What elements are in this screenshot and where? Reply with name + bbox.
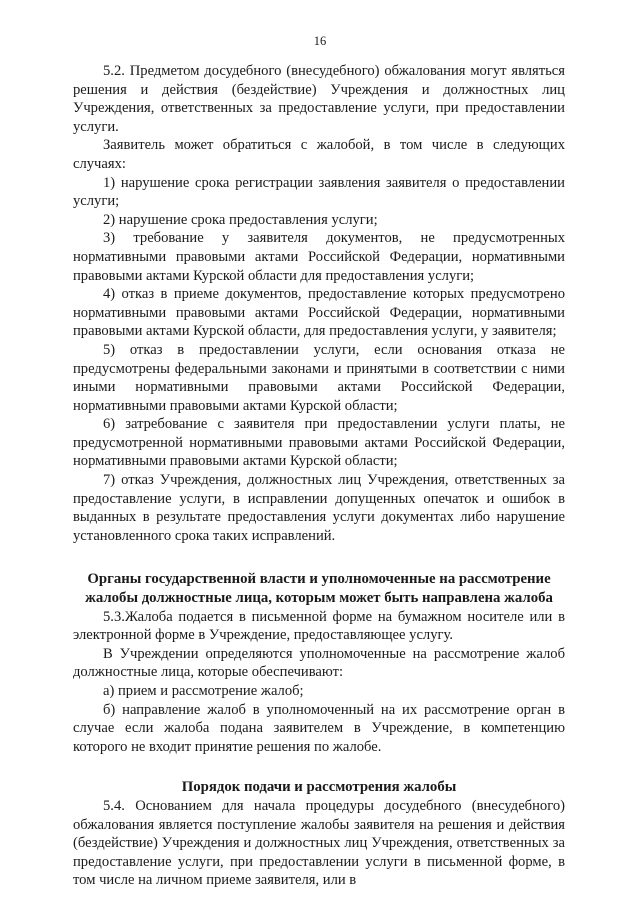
list-item-2: 2) нарушение срока предоставления услуги; [103, 211, 378, 228]
section-heading-5-4: Порядок подачи и рассмотрения жалобы [181, 779, 457, 796]
list-item-a: а) прием и рассмотрение жалоб; [103, 683, 304, 699]
paragraph-5-4: 5.4. Основанием для начала процедуры досудебного (внесудебного) обжалования является поступление жалобы заявителя на решения и действия (бездействие) Учреждения и должностных лиц Учреждения, ответственных за предоставление услуги, при предоставлении услуги в письменной форме, в том числе на личном приеме заявителя, или в [73, 797, 565, 889]
page-number: 16 [313, 34, 327, 48]
page-body [73, 62, 565, 890]
list-item-1: 1) нарушение срока регистрации заявления заявителя о предоставлении услуги; [73, 174, 565, 210]
list-item-5: 5) отказ в предоставлении услуги, если основания отказа не предусмотрены федеральными законами и принятыми в соответствии с ними иными нормативными правовыми актами Российской Федерации, нормативными правовыми актами Курской области; [73, 341, 565, 414]
section-spacer [73, 545, 565, 570]
section-heading-5-3-line1: Органы государственной власти и уполномоченные на рассмотрение [87, 571, 551, 588]
list-item-b: б) направление жалоб в уполномоченный на их рассмотрение орган в случае если жалоба подана заявителем в Учреждение, в компетенцию которого не входит принятие решения по жалобе. [73, 701, 565, 755]
section-spacer [73, 756, 565, 778]
paragraph-officials: В Учреждении определяются уполномоченные на рассмотрение жалоб должностные лица, которые обеспечивают: [73, 645, 565, 681]
list-item-3: 3) требование у заявителя документов, не предусмотренных нормативными правовыми актами Российской Федерации, нормативными правовыми актами Курской области для предоставления услуги; [73, 230, 565, 284]
section-heading-5-3-line2: жалобы должностные лица, которым может быть направлена жалоба [85, 590, 553, 607]
list-item-6: 6) затребование с заявителя при предоставлении услуги платы, не предусмотренной нормативными правовыми актами Российской Федерации, нормативными правовыми актами Курской области; [73, 416, 565, 470]
list-item-7: 7) отказ Учреждения, должностных лиц Учреждения, ответственных за предоставление услуги, в исправлении допущенных опечаток и ошибок в выданных в результате предоставления услуги документах либо нарушение установленного срока таких исправлений. [73, 472, 565, 544]
paragraph-5-2: 5.2. Предметом досудебного (внесудебного) обжалования могут являться решения и действия (бездействие) Учреждения и должностных лиц Учреждения, ответственных за предоставление услуги, при предоставлении услуги. [73, 63, 565, 135]
paragraph-5-3: 5.3.Жалоба подается в письменной форме на бумажном носителе или в электронной форме в Учреждение, предоставляющее услугу. [73, 608, 565, 644]
list-item-4: 4) отказ в приеме документов, предоставление которых предусмотрено нормативными правовыми актами Российской Федерации, нормативными правовыми актами Курской области, для предоставления услуги, у заявителя; [73, 286, 565, 340]
paragraph-cases-intro: Заявитель может обратиться с жалобой, в том числе в следующих случаях: [73, 137, 565, 172]
